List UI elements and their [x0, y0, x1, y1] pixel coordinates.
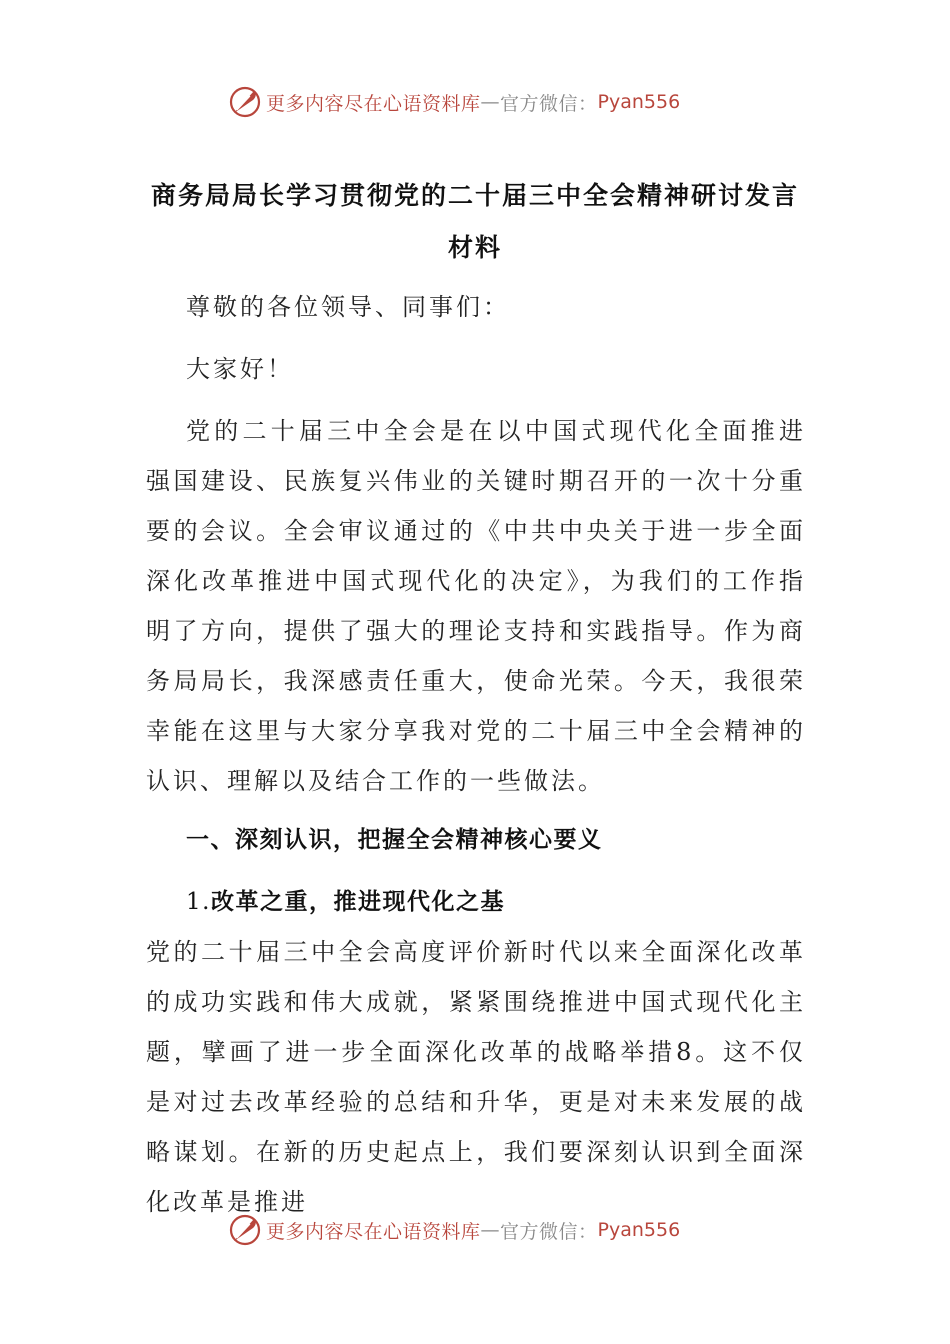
subsection-heading-1 — [146, 877, 806, 927]
subsection-number: 1. — [186, 889, 211, 915]
banner-dash: — — [480, 1219, 501, 1241]
quill-logo-icon — [228, 85, 262, 119]
intro-paragraph: 党的二十届三中全会是在以中国式现代化全面推进强国建设、民族复兴伟业的关键时期召开的一次十分重要的会议。全会审议通过的《中共中央关于进一步全面深化改革推进中国式现代化的决定》，为我们的工作指明了方向，提供了强大的理论支持和实践指导。作为商务局局长，我深感责任重大，使命光荣。今天，我很荣幸能在这里与大家分享我对党的二十届三中全会精神的认识、理解以及结合工作的一些做法。 — [146, 417, 806, 795]
header-banner — [0, 82, 950, 122]
body-paragraph-1: 党的二十届三中全会高度评价新时代以来全面深化改革的成功实践和伟大成就，紧紧围绕推进中国式现代化主题，擘画了进一步全面深化改革的战略举措8。这不仅是对过去改革经验的总结和升华，更是对未来发展的战略谋划。在新的历史起点上，我们要深刻认识到全面深化改革是推进 — [146, 938, 806, 1216]
banner-id: Pyan556 — [597, 1219, 681, 1241]
quill-logo-icon — [228, 1213, 262, 1247]
banner-text: 更多内容尽在心语资料库 — [266, 1220, 481, 1243]
banner-id: Pyan556 — [597, 91, 681, 113]
salutation: 尊敬的各位领导、同事们： — [186, 293, 510, 321]
banner-text: 更多内容尽在心语资料库 — [266, 92, 481, 115]
banner-label: 官方微信： — [500, 1220, 598, 1243]
document-title: 商务局局长学习贯彻党的二十届三中全会精神研讨发言材料 — [150, 181, 799, 262]
greeting: 大家好！ — [186, 355, 294, 383]
banner-dash: — — [480, 91, 501, 113]
subsection-text: 改革之重，推进现代化之基 — [210, 889, 505, 915]
banner-label: 官方微信： — [500, 92, 598, 115]
section-heading-1: 一、深刻认识，把握全会精神核心要义 — [186, 827, 603, 853]
footer-banner — [0, 1210, 950, 1250]
